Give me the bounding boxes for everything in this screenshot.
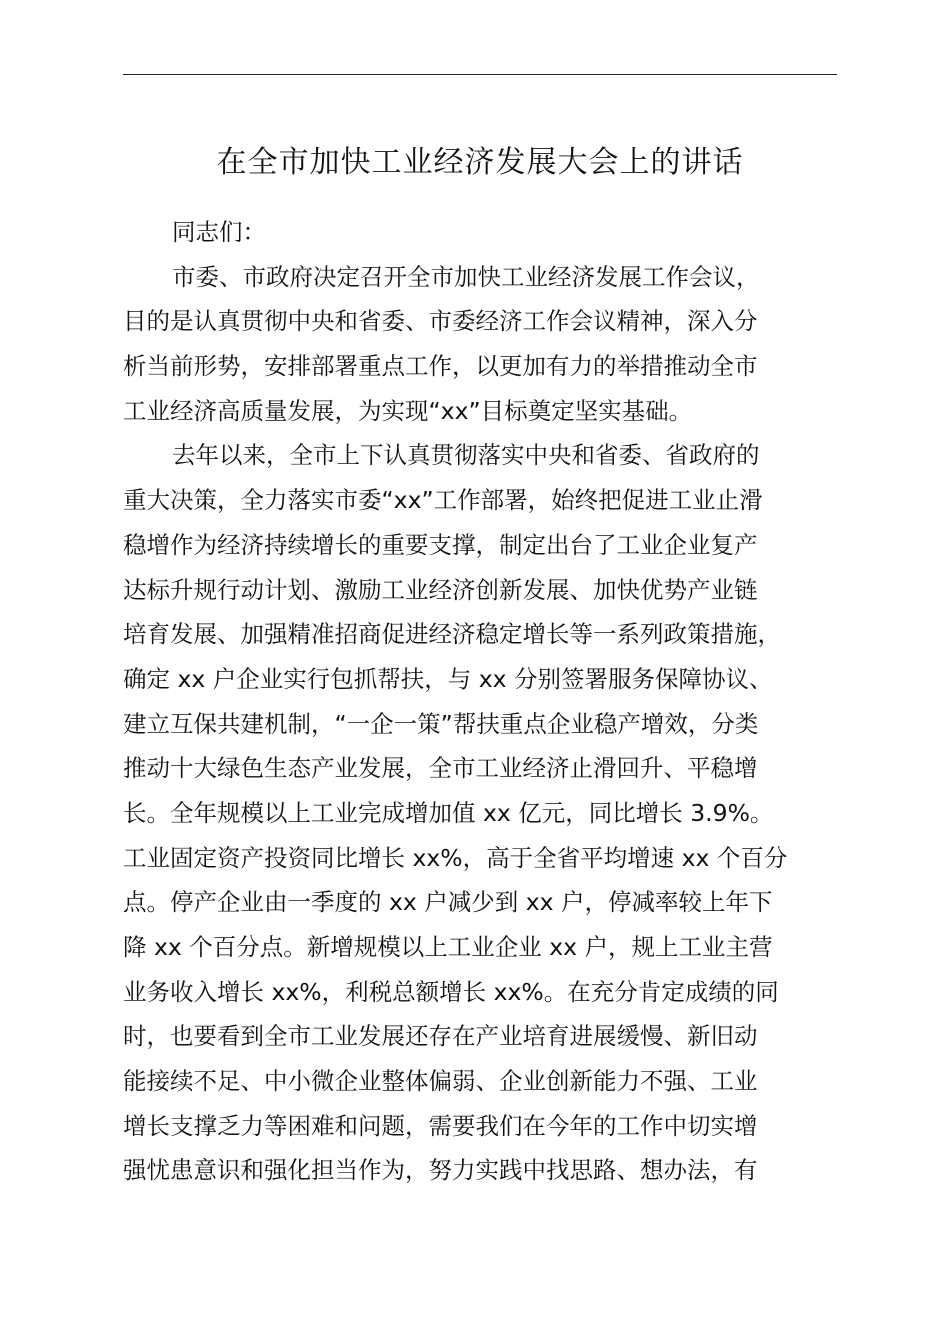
text-line: 长。全年规模以上工业完成增加值 xx 亿元，同比增长 3.9%。	[123, 798, 774, 827]
text-line: 重大决策，全力落实市委“xx”工作部署，始终把促进工业止滑	[123, 486, 763, 515]
text-line: 确定 xx 户企业实行包抓帮扶，与 xx 分别签署服务保障协议、	[123, 664, 773, 693]
text-line: 点。停产企业由一季度的 xx 户减少到 xx 户，停减率较上年下	[123, 888, 773, 917]
text-line: 稳增作为经济持续增长的重要支撑，制定出台了工业企业复产	[123, 530, 758, 559]
text-line: 强忧患意识和强化担当作为，努力实践中找思路、想办法，有	[123, 1156, 758, 1185]
text-line: 目的是认真贯彻中央和省委、市委经济工作会议精神，深入分	[123, 307, 758, 336]
text-line: 降 xx 个百分点。新增规模以上工业企业 xx 户，规上工业主营	[123, 933, 773, 961]
text-line: 工业固定资产投资同比增长 xx%，高于全省平均增速 xx 个百分	[123, 843, 788, 872]
text-line: 业务收入增长 xx%，利税总额增长 xx%。在充分肯定成绩的同	[123, 977, 779, 1006]
text-line: 达标升规行动计划、激励工业经济创新发展、加快优势产业链	[123, 575, 758, 604]
text-line: 时，也要看到全市工业发展还存在产业培育进展缓慢、新旧动	[123, 1022, 758, 1051]
text-line: 建立互保共建机制，“一企一策”帮扶重点企业稳产增效，分类	[123, 709, 759, 738]
text-line: 工业经济高质量发展，为实现“xx”目标奠定坚实基础。	[123, 396, 693, 425]
document-body	[123, 210, 843, 1193]
text-line: 推动十大绿色生态产业发展，全市工业经济止滑回升、平稳增	[123, 754, 758, 783]
document-title: 在全市加快工业经济发展大会上的讲话	[216, 145, 744, 180]
text-line: 能接续不足、中小微企业整体偏弱、企业创新能力不强、工业	[123, 1067, 758, 1096]
text-line: 培育发展、加强精准招商促进经济稳定增长等一系列政策措施，	[123, 620, 781, 649]
text-line: 同志们：	[172, 218, 266, 246]
text-line: 市委、市政府决定召开全市加快工业经济发展工作会议，	[172, 262, 760, 291]
text-line: 增长支撑乏力等困难和问题，需要我们在今年的工作中切实增	[123, 1111, 758, 1140]
header-divider	[123, 74, 837, 75]
text-line: 析当前形势，安排部署重点工作，以更加有力的举措推动全市	[123, 352, 758, 381]
text-line: 去年以来，全市上下认真贯彻落实中央和省委、省政府的	[172, 441, 760, 470]
